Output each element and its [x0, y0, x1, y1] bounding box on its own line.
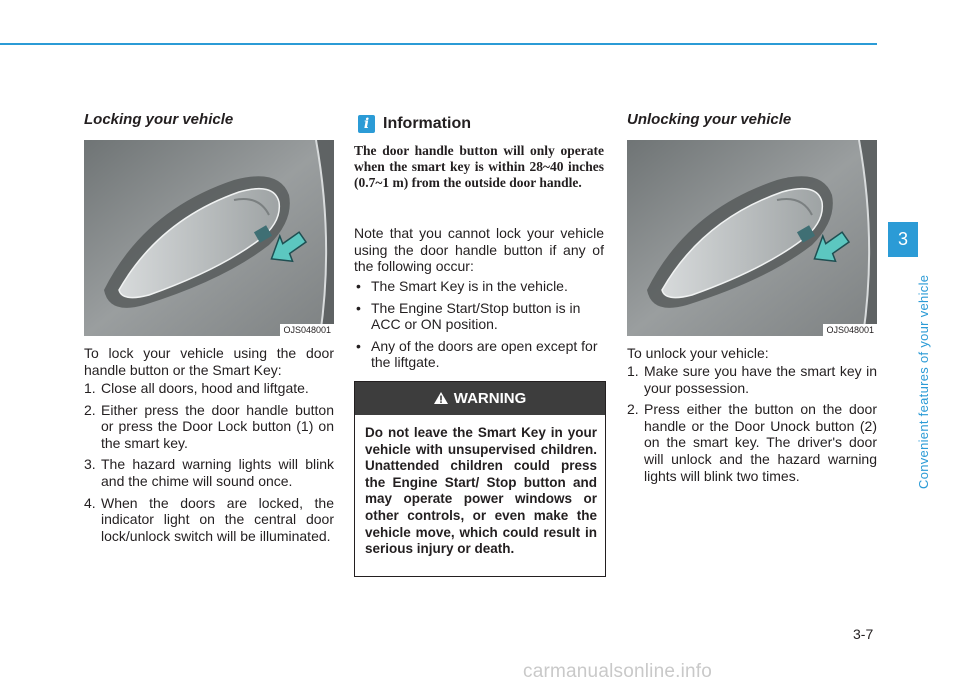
information-bullets — [354, 278, 604, 376]
information-bold-text: The door handle button will only operate when the smart key is within 28~40 inches (0.7~1 m) from the outside door handle. — [354, 143, 604, 191]
list-item: 4. When the doors are locked, the indicator light on the central door lock/unlock switch will be illuminated. — [84, 494, 334, 544]
unlock-steps — [627, 363, 877, 489]
page-number: 3-7 — [853, 626, 874, 642]
list-item: 2. Either press the door handle button or press the Door Lock button (1) on the smart key. — [84, 401, 334, 451]
list-item: • The Engine Start/Stop button is in ACC or ON position. — [356, 299, 581, 333]
warning-triangle-icon — [434, 392, 448, 404]
information-header — [358, 113, 598, 135]
list-item: 3. The hazard warning lights will blink and the chime will sound once. — [84, 456, 334, 489]
list-item: 1. Close all doors, hood and liftgate. — [84, 380, 309, 396]
unlock-intro: To unlock your vehicle: — [627, 345, 769, 361]
figure-code: OJS048001 — [280, 324, 334, 336]
list-item: • Any of the doors are open except for the liftgate. — [356, 337, 598, 371]
information-note: Note that you cannot lock your vehicle using the door handle button if any of the following occur: — [354, 225, 604, 275]
figure-code: OJS048001 — [823, 324, 877, 336]
chapter-title: Convenient features of your vehicle — [916, 274, 931, 489]
list-item: • The Smart Key is in the vehicle. — [356, 278, 568, 294]
information-title: Information — [383, 115, 471, 132]
lock-steps — [84, 380, 334, 549]
list-item: 2. Press either the button on the door handle or the Door Unock button (2) on the smart key. The driver's door will unlock and the hazard warning lights will blink two times. — [627, 401, 877, 484]
list-item: 1. Make sure you have the smart key in your possession. — [627, 363, 877, 396]
section-heading-locking: Locking your vehicle — [84, 111, 234, 128]
door-handle-figure — [84, 140, 334, 336]
door-handle-figure-unlock — [627, 140, 877, 336]
info-icon: i — [358, 115, 375, 133]
section-heading-unlocking: Unlocking your vehicle — [627, 111, 792, 128]
warning-bar — [355, 382, 605, 415]
chapter-tab: 3 — [888, 222, 918, 257]
warning-title: WARNING — [453, 390, 527, 407]
warning-text: Do not leave the Smart Key in your vehicle with unsupervised children. Unattended children could press the Engine Start/ Stop button and may operate power windows or other controls, or even make the vehicle move, which could result in serious injury or death. — [365, 425, 597, 557]
watermark: carmanualsonline.info — [523, 661, 713, 682]
header-rule — [0, 43, 877, 45]
lock-intro: To lock your vehicle using the door handle button or the Smart Key: — [84, 345, 334, 378]
warning-box — [354, 381, 606, 577]
